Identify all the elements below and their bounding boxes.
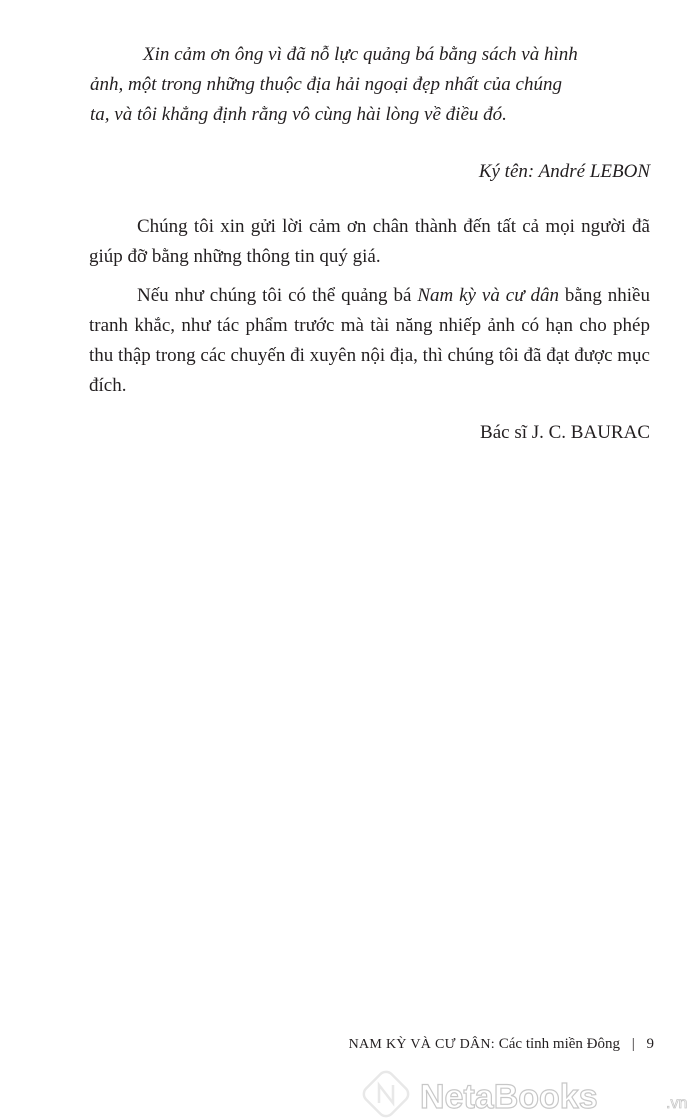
purpose-paragraph: [89, 281, 650, 401]
paragraph-text: bằng nhiều tranh khắc, như tác phẩm trước mà tài năng nhiếp ảnh có hạn cho phép thu thập trong các chuyến đi xuyên nội địa, thì chúng tôi đã đạt được mục đích.: [89, 285, 650, 396]
netabooks-watermark-logo: [362, 1070, 700, 1119]
quote-line: ảnh, một trong những thuộc địa hải ngoại đẹp nhất của chúng: [90, 74, 562, 95]
watermark-text: NetaBooks: [420, 1078, 598, 1116]
page-number: 9: [646, 1036, 654, 1052]
quote-line: Xin cảm ơn ông vì đã nỗ lực quảng bá bằng sách và hình: [143, 44, 578, 65]
quote-signature: Ký tên: André LEBON: [478, 161, 650, 182]
letter-quote: [90, 40, 650, 130]
running-footer: [349, 1033, 654, 1056]
book-title-italic: Nam kỳ và cư dân: [417, 285, 559, 306]
acknowledgement-paragraph: [89, 212, 650, 272]
paragraph-text: Chúng tôi xin gửi lời cảm ơn chân thành đến tất cả mọi người đã: [137, 216, 650, 237]
footer-book-title: NAM KỲ VÀ CƯ DÂN:: [348, 1037, 495, 1052]
paragraph-text: Nếu như chúng tôi có thể quảng bá: [137, 285, 418, 306]
author-signature: Bác sĩ J. C. BAURAC: [480, 422, 650, 443]
paragraph-text: giúp đỡ bằng những thông tin quý giá.: [89, 246, 381, 267]
quote-line: ta, và tôi khẳng định rằng vô cùng hài lòng về điều đó.: [90, 104, 507, 125]
watermark-suffix: .vn: [666, 1095, 688, 1112]
footer-subtitle: Các tỉnh miền Đông: [498, 1036, 620, 1052]
footer-separator: |: [631, 1036, 635, 1052]
